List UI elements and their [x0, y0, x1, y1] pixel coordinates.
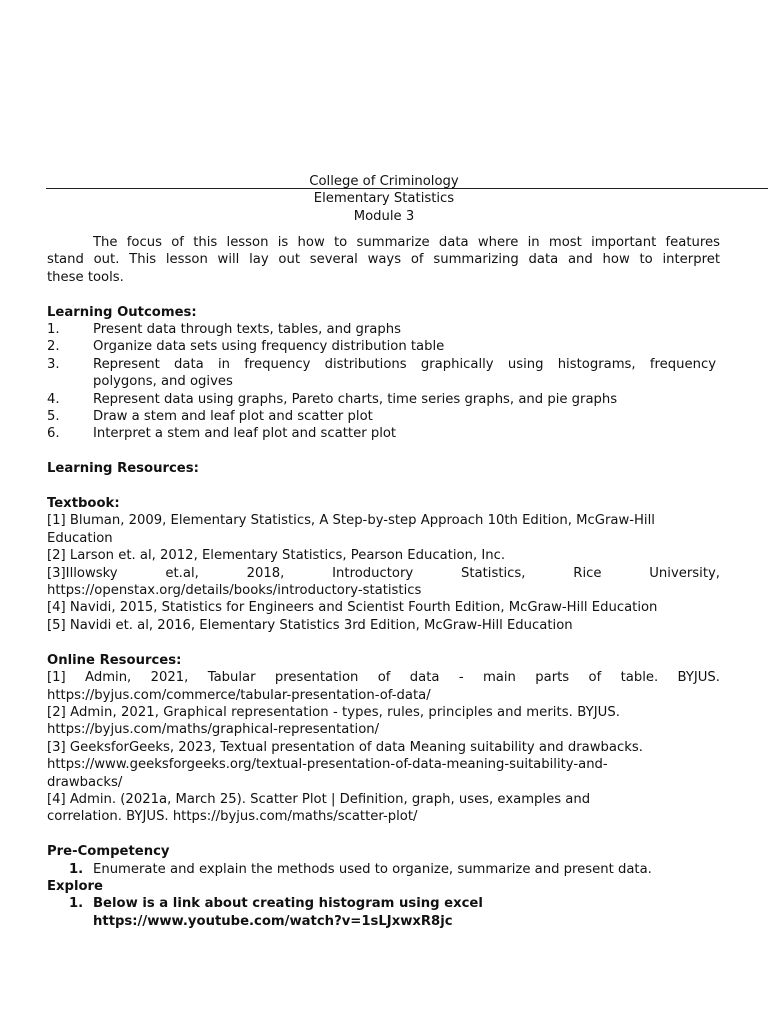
list-number: 3.: [47, 356, 60, 372]
reference-link[interactable]: https://byjus.com/commerce/tabular-presentation-of-data/: [47, 687, 431, 703]
list-text-block: [93, 356, 716, 391]
reference-text: Education: [47, 530, 113, 546]
learning-resources-heading: Learning Resources:: [47, 461, 199, 477]
college-title: College of Criminology: [309, 174, 459, 189]
explore-text-block: [93, 895, 720, 930]
textbook-ref-1: [47, 512, 720, 547]
list-item: [47, 338, 720, 355]
reference-text: correlation. BYJUS. https://byjus.com/maths/scatter-plot/: [47, 809, 418, 825]
explore-heading: Explore: [47, 878, 103, 894]
reference-link[interactable]: https://www.geeksforgeeks.org/textual-presentation-of-data-meaning-suitability-and-: [47, 757, 608, 773]
list-text: Organize data sets using frequency distribution table: [93, 339, 445, 355]
document-body: [47, 234, 720, 930]
pre-competency-heading: Pre-Competency: [47, 844, 170, 860]
textbook-heading: Textbook:: [47, 496, 120, 512]
list-number: 5.: [47, 409, 60, 425]
reference-text: [1] Admin, 2021, Tabular presentation of data - main parts of table. BYJUS.: [47, 670, 720, 686]
reference-link[interactable]: https://openstax.org/details/books/introductory-statistics: [47, 583, 422, 599]
youtube-link[interactable]: https://www.youtube.com/watch?v=1sLJxwxR8jc: [93, 913, 453, 929]
reference-text: [3]Illowsky et.al, 2018, Introductory Statistics, Rice University,: [47, 565, 720, 581]
list-number: 1.: [47, 322, 60, 338]
list-item: [47, 408, 720, 425]
list-item: [47, 425, 720, 442]
textbook-ref-2: [2] Larson et. al, 2012, Elementary Statistics, Pearson Education, Inc.: [47, 548, 506, 564]
intro-paragraph: [47, 234, 720, 286]
list-number: 1.: [69, 896, 84, 912]
learning-outcomes-heading: Learning Outcomes:: [47, 304, 197, 320]
online-resources-heading: Online Resources:: [47, 652, 182, 668]
textbook-ref-5: [5] Navidi et. al, 2016, Elementary Statistics 3rd Edition, McGraw-Hill Education: [47, 617, 573, 633]
online-ref-3: [47, 739, 720, 791]
reference-text: [2] Admin, 2021, Graphical representation - types, rules, principles and merits. BYJUS.: [47, 704, 621, 720]
explore-item: [47, 895, 720, 930]
list-text: polygons, and ogives: [93, 374, 233, 390]
intro-line: stand out. This lesson will lay out several ways of summarizing data and how to interpret: [47, 252, 720, 268]
list-item: [47, 356, 720, 391]
course-title: Elementary Statistics: [313, 191, 455, 206]
list-text: Below is a link about creating histogram using excel: [93, 896, 483, 912]
list-number: 6.: [47, 426, 60, 442]
list-text: Enumerate and explain the methods used to organize, summarize and present data.: [93, 861, 652, 877]
list-item: [47, 391, 720, 408]
list-item: [47, 321, 720, 338]
textbook-ref-3: [47, 565, 720, 600]
list-number: 4.: [47, 391, 60, 407]
list-text: Interpret a stem and leaf plot and scatter plot: [93, 426, 397, 442]
list-text: Represent data using graphs, Pareto charts, time series graphs, and pie graphs: [93, 391, 618, 407]
learning-outcomes-list: [47, 321, 720, 443]
online-ref-1: [47, 669, 720, 704]
online-ref-2: [47, 704, 720, 739]
intro-line: these tools.: [47, 269, 124, 285]
reference-link[interactable]: https://byjus.com/maths/graphical-representation/: [47, 722, 380, 738]
reference-text: [3] GeeksforGeeks, 2023, Textual presentation of data Meaning suitability and drawbacks.: [47, 739, 643, 755]
reference-text: [1] Bluman, 2009, Elementary Statistics, A Step-by-step Approach 10th Edition, McGraw-Hill: [47, 513, 655, 529]
header-divider: [46, 188, 768, 189]
reference-link[interactable]: drawbacks/: [47, 774, 123, 790]
online-ref-4: [47, 791, 720, 826]
pre-competency-item: [47, 861, 720, 878]
list-number: 1.: [69, 861, 84, 877]
list-number: 2.: [47, 339, 60, 355]
module-title: Module 3: [353, 209, 415, 224]
textbook-ref-4: [4] Navidi, 2015, Statistics for Engineers and Scientist Fourth Edition, McGraw-Hill Education: [47, 600, 658, 616]
list-text: Represent data in frequency distributions graphically using histograms, frequency: [93, 356, 716, 372]
list-text: Draw a stem and leaf plot and scatter plot: [93, 409, 373, 425]
list-text: Present data through texts, tables, and graphs: [93, 322, 401, 338]
reference-text: [4] Admin. (2021a, March 25). Scatter Plot | Definition, graph, uses, examples and: [47, 791, 591, 807]
intro-line: The focus of this lesson is how to summarize data where in most important features: [93, 235, 720, 250]
